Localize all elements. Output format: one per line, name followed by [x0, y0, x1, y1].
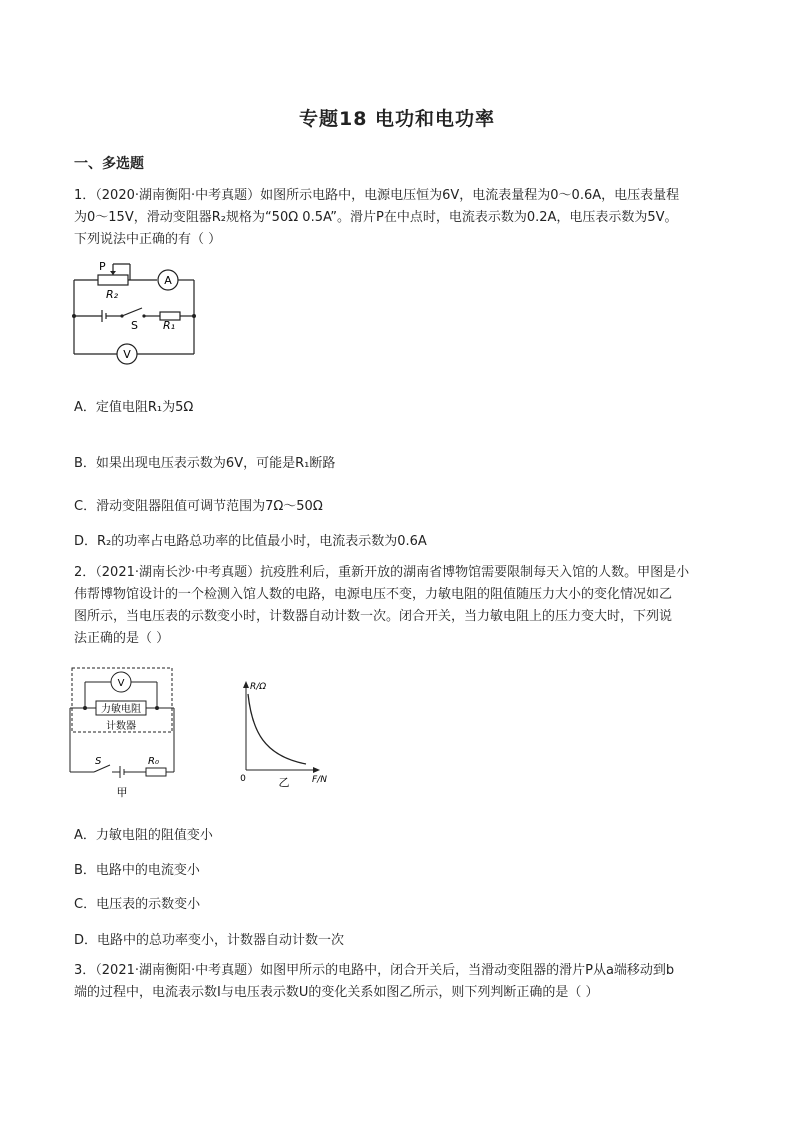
q3-stem-line-1: 3．（2021·湖南衡阳·中考真题）如图甲所示的电路中，闭合开关后，当滑动变阻器的滑片P从a端移动到b	[74, 963, 675, 978]
label-counter: 计数器	[106, 721, 136, 732]
label-ammeter: A	[164, 274, 172, 287]
q2-stem-line-4: 法正确的是（ ）	[74, 631, 170, 646]
q2-stem-line-1: 2．（2021·湖南长沙·中考真题）抗疫胜利后，重新开放的湖南省博物馆需要限制每天入馆的人数。甲图是小	[74, 565, 690, 580]
label-switch: S	[131, 319, 138, 332]
q2-option-c: C．电压表的示数变小	[74, 897, 201, 912]
q1-option-a: A．定值电阻R₁为5Ω	[74, 400, 194, 415]
q2-stem-line-3: 图所示，当电压表的示数变小时，计数器自动计数一次。闭合开关，当力敏电阻上的压力变大时，下列说	[74, 609, 673, 624]
label-r1: R₁	[163, 319, 176, 332]
x-axis-label: F/N	[312, 775, 327, 785]
q1-option-d: D．R₂的功率占电路总功率的比值最小时，电流表示数为0.6A	[74, 534, 427, 549]
label-r2: R₂	[106, 288, 119, 301]
label-voltmeter: V	[117, 678, 125, 689]
page-title: 专题18 电功和电功率	[298, 108, 496, 130]
x-axis-arrow-icon	[313, 767, 320, 773]
origin-label: 0	[240, 774, 246, 784]
label-r0: R₀	[148, 756, 159, 767]
q1-stem-line-1: 1．（2020·湖南衡阳·中考真题）如图所示电路中，电源电压恒为6V，电流表量程为0～0.6A，电压表量程	[74, 188, 680, 203]
q2-graph-yi	[236, 676, 336, 788]
section-heading: 一、多选题	[74, 156, 144, 172]
label-yi: 乙	[278, 776, 290, 788]
label-p: P	[99, 260, 106, 273]
label-switch: S	[95, 756, 102, 767]
q1-option-c: C．滑动变阻器阻值可调节范围为7Ω～50Ω	[74, 499, 323, 514]
label-force-resistor: 力敏电阻	[101, 704, 141, 715]
slider-arrow-icon	[110, 271, 116, 275]
q1-circuit-diagram	[64, 258, 214, 366]
q1-option-b: B．如果出现电压表示数为6V，可能是R₁断路	[74, 456, 336, 471]
q3-stem-line-2: 端的过程中，电流表示数I与电压表示数U的变化关系如图乙所示，则下列判断正确的是（ ）	[74, 985, 599, 1000]
q2-option-d: D．电路中的总功率变小，计数器自动计数一次	[74, 933, 345, 948]
y-axis-arrow-icon	[243, 681, 249, 688]
label-jia: 甲	[116, 786, 128, 799]
q1-stem-line-2: 为0～15V，滑动变阻器R₂规格为“50Ω 0.5A”。滑片P在中点时，电流表示数为0.2A，电压表示数为5V。	[74, 210, 678, 225]
q2-circuit-diagram-jia	[66, 664, 186, 802]
q2-option-b: B．电路中的电流变小	[74, 863, 200, 878]
y-axis-label: R/Ω	[250, 682, 267, 692]
label-voltmeter: V	[123, 348, 131, 361]
q1-stem-line-3: 下列说法中正确的有（ ）	[74, 232, 222, 247]
q2-stem-line-2: 伟帮博物馆设计的一个检测入馆人数的电路，电源电压不变，力敏电阻的阻值随压力大小的变化情况如乙	[74, 587, 673, 602]
q2-option-a: A．力敏电阻的阻值变小	[74, 828, 213, 843]
